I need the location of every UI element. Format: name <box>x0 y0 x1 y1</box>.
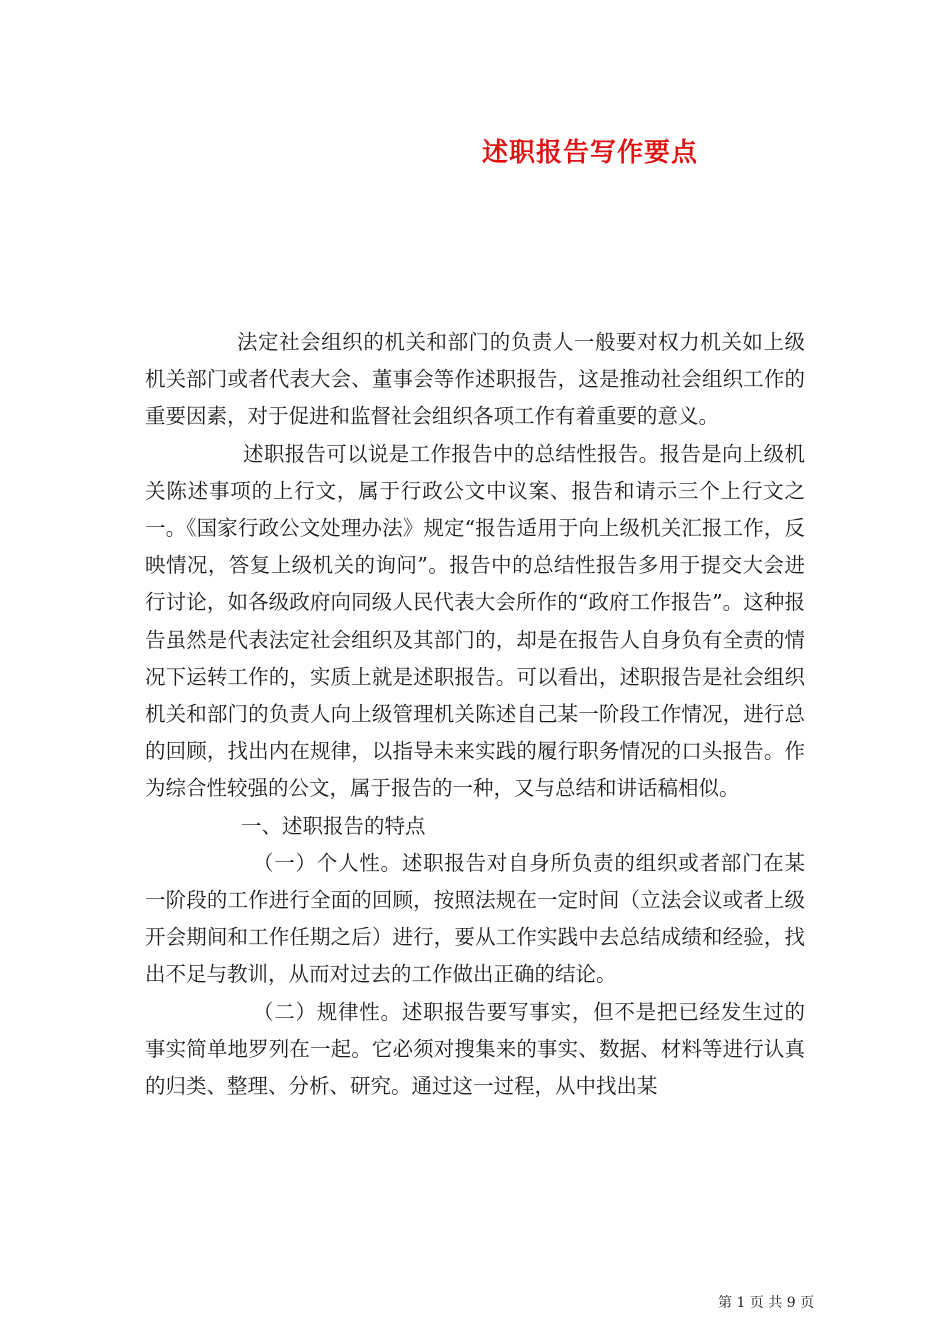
paragraph-definition: 述职报告可以说是工作报告中的总结性报告。报告是向上级机关陈述事项的上行文，属于行政公文中议案、报告和请示三个上行文之一。《国家行政公文处理办法》规定“报告适用于向上级机关汇报工作，反映情况，答复上级机关的询问”。报告中的总结性报告多用于提交大会进行讨论，如各级政府向同级人民代表大会所作的“政府工作报告”。这种报告虽然是代表法定社会组织及其部门的，却是在报告人自身负有全责的情况下运转工作的，实质上就是述职报告。可以看出，述职报告是社会组织机关和部门的负责人向上级管理机关陈述自己某一阶段工作情况，进行总的回顾，找出内在规律，以指导未来实践的履行职务情况的口头报告。作为综合性较强的公文，属于报告的一种，又与总结和讲话稿相似。 <box>145 441 805 801</box>
page-number: 第 1 页 共 9 页 <box>718 1295 815 1311</box>
page-title: 述职报告写作要点 <box>481 138 698 168</box>
paragraph-regularity: （二）规律性。述职报告要写事实，但不是把已经发生过的事实简单地罗列在一起。它必须对搜集来的事实、数据、材料等进行认真的归类、整理、分析、研究。通过这一过程，从中找出某 <box>145 999 805 1099</box>
paragraph-personal: （一）个人性。述职报告对自身所负责的组织或者部门在某一阶段的工作进行全面的回顾，按照法规在一定时间（立法会议或者上级开会期间和工作任期之后）进行，要从工作实践中去总结成绩和经验，找出不足与教训，从而对过去的工作做出正确的结论。 <box>145 850 805 987</box>
paragraph-intro: 法定社会组织的机关和部门的负责人一般要对权力机关如上级机关部门或者代表大会、董事会等作述职报告，这是推动社会组织工作的重要因素，对于促进和监督社会组织各项工作有着重要的意义。 <box>145 330 805 429</box>
document-body <box>145 324 805 1105</box>
section-heading-features: 一、述职报告的特点 <box>241 813 426 838</box>
